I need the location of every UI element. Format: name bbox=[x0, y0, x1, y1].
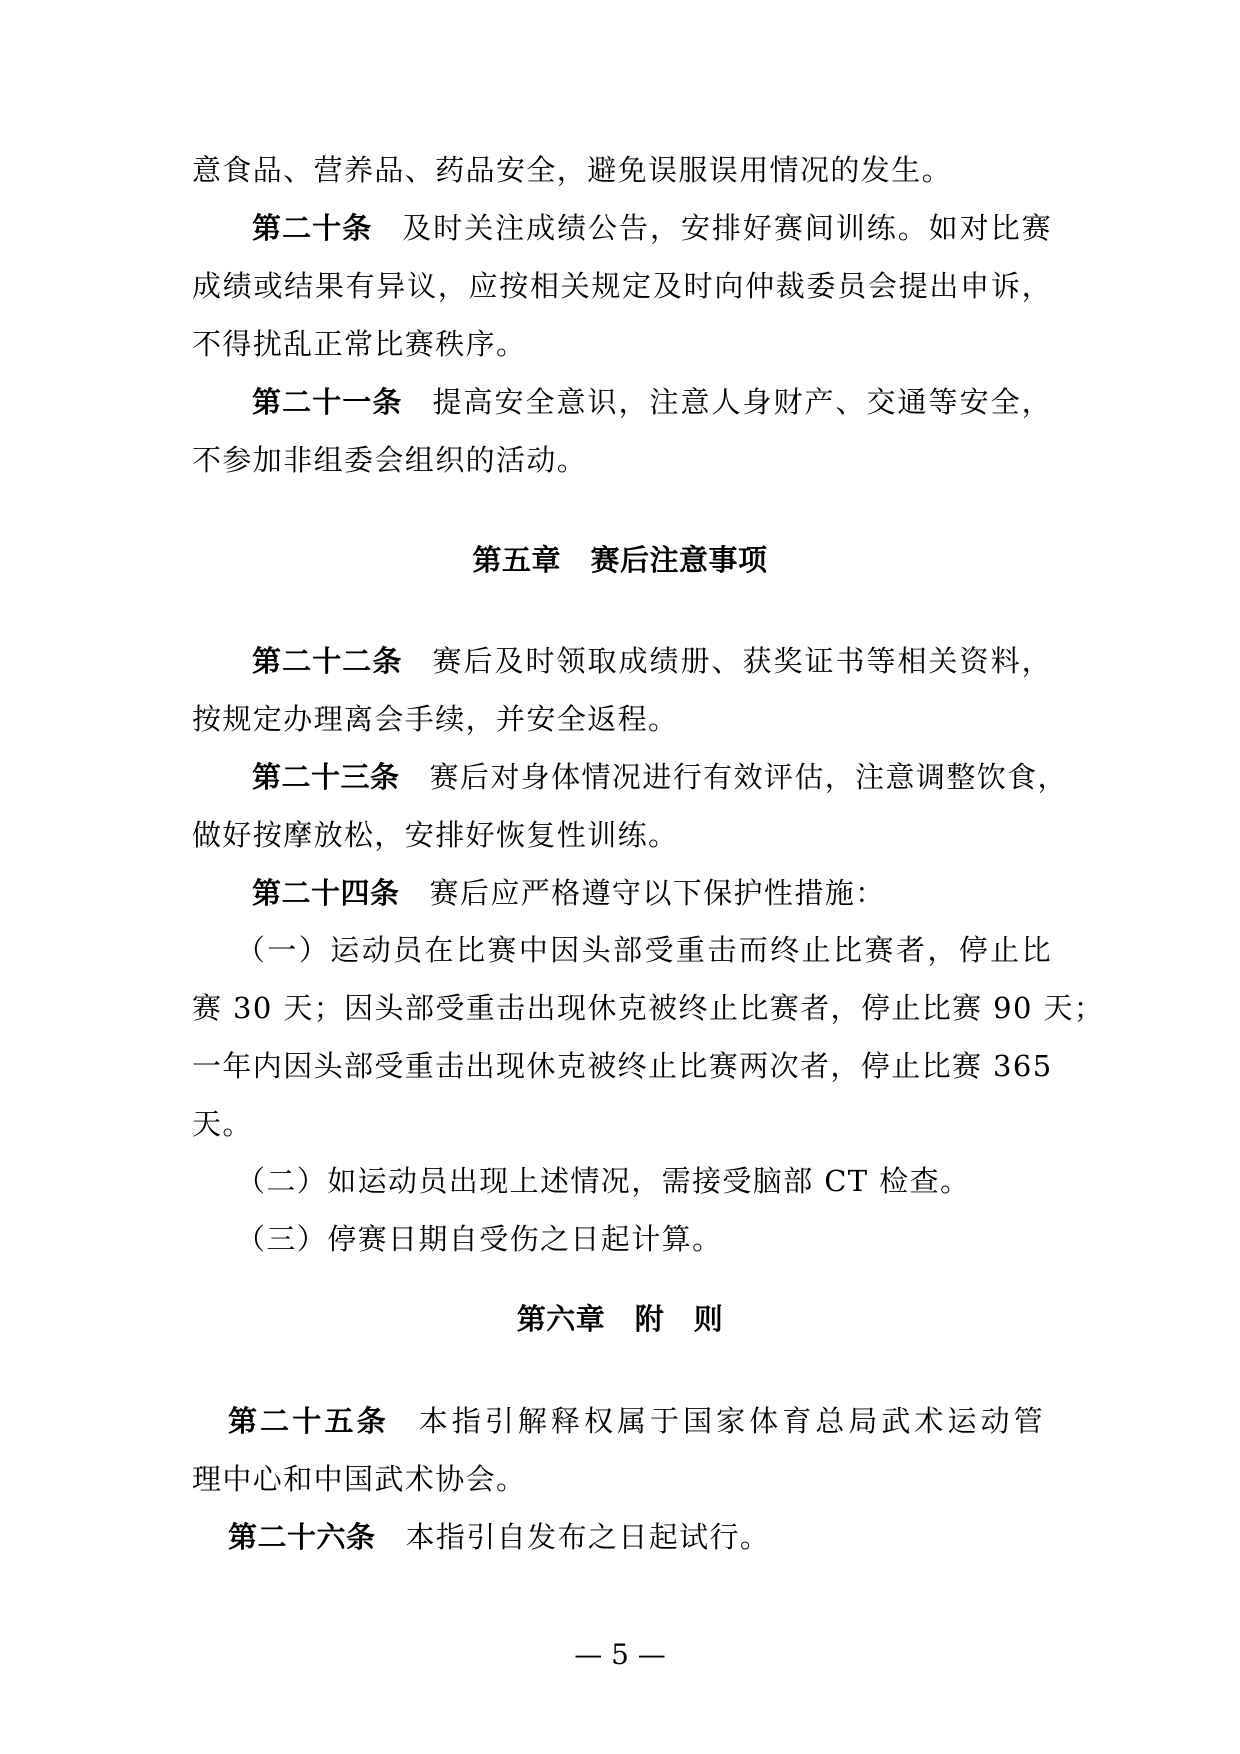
chapter-6-heading: 第六章 附 则 bbox=[516, 1302, 724, 1336]
article-23-label: 第二十三条 bbox=[252, 760, 400, 794]
chapter-5-heading: 第五章 赛后注意事项 bbox=[472, 543, 768, 577]
article-20-line-3: 不得扰乱正常比赛秩序。 bbox=[192, 327, 527, 361]
article-23-text: 赛后对身体情况进行有效评估，注意调整饮食， bbox=[429, 760, 1068, 794]
article-20-line-1 bbox=[252, 210, 1052, 246]
article-24-label: 第二十四条 bbox=[252, 876, 400, 910]
article-22-line-1 bbox=[252, 643, 1052, 679]
article-23-line-1 bbox=[252, 759, 1068, 795]
item-1-line-1: （一）运动员在比赛中因头部受重击而终止比赛者，停止比 bbox=[236, 933, 1052, 967]
article-26-label: 第二十六条 bbox=[228, 1520, 376, 1554]
article-20-label: 第二十条 bbox=[252, 211, 373, 245]
item-2-line-1: （二）如运动员出现上述情况，需接受脑部 CT 检查。 bbox=[236, 1164, 971, 1198]
article-25-line-1 bbox=[228, 1403, 1044, 1439]
item-1-line-2: 赛 30 天；因头部受重击出现休克被终止比赛者，停止比赛 90 天； bbox=[192, 991, 1105, 1025]
article-21-text: 提高安全意识，注意人身财产、交通等安全， bbox=[432, 385, 1052, 419]
article-25-line-2: 理中心和中国武术协会。 bbox=[192, 1462, 527, 1496]
article-20-line-2: 成绩或结果有异议，应按相关规定及时向仲裁委员会提出申诉， bbox=[192, 269, 1052, 303]
article-20-text: 及时关注成绩公告，安排好赛间训练。如对比赛 bbox=[402, 211, 1052, 245]
article-22-label: 第二十二条 bbox=[252, 644, 403, 678]
article-26-text: 本指引自发布之日起试行。 bbox=[405, 1520, 771, 1554]
paragraph-continuation: 意食品、营养品、药品安全，避免误服误用情况的发生。 bbox=[192, 153, 953, 187]
article-22-line-2: 按规定办理离会手续，并安全返程。 bbox=[192, 702, 679, 736]
item-1-line-3: 一年内因头部受重击出现休克被终止比赛两次者，停止比赛 365 bbox=[192, 1049, 1053, 1083]
article-22-text: 赛后及时领取成绩册、获奖证书等相关资料， bbox=[432, 644, 1052, 678]
article-23-line-2: 做好按摩放松，安排好恢复性训练。 bbox=[192, 818, 679, 852]
item-3-line-1: （三）停赛日期自受伤之日起计算。 bbox=[236, 1222, 723, 1256]
article-24-line-1 bbox=[252, 875, 1052, 911]
article-25-text: 本指引解释权属于国家体育总局武术运动管 bbox=[418, 1404, 1044, 1438]
article-24-text: 赛后应严格遵守以下保护性措施： bbox=[429, 876, 886, 910]
article-21-label: 第二十一条 bbox=[252, 385, 403, 419]
page-number: — 5 — bbox=[574, 1638, 666, 1671]
article-25-label: 第二十五条 bbox=[228, 1404, 389, 1438]
item-1-line-4: 天。 bbox=[192, 1107, 253, 1141]
article-26-line-1 bbox=[228, 1519, 1028, 1555]
article-21-line-1 bbox=[252, 384, 1052, 420]
article-21-line-2: 不参加非组委会组织的活动。 bbox=[192, 443, 588, 477]
